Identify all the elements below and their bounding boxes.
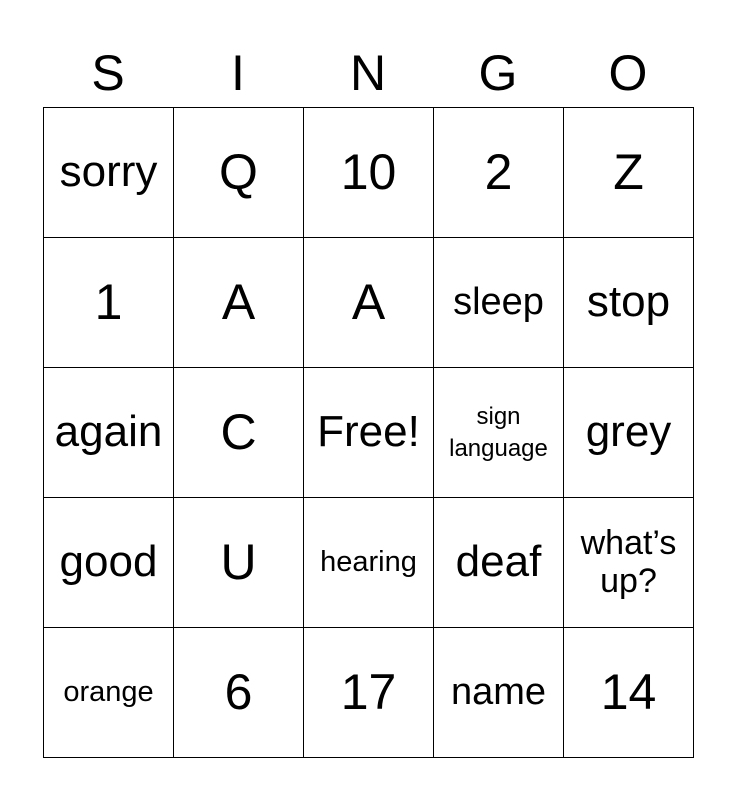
bingo-cell[interactable]: 1 — [44, 238, 174, 368]
bingo-cell[interactable]: 14 — [564, 628, 694, 758]
bingo-cell[interactable]: hearing — [304, 498, 434, 628]
header-letter-g: G — [478, 45, 518, 101]
bingo-cell[interactable]: again — [44, 368, 174, 498]
bingo-card-grid — [43, 107, 694, 758]
bingo-cell[interactable]: grey — [564, 368, 694, 498]
bingo-cell[interactable]: what’s up? — [564, 498, 694, 628]
bingo-cell[interactable]: good — [44, 498, 174, 628]
bingo-cell[interactable]: 6 — [174, 628, 304, 758]
bingo-cell[interactable]: A — [304, 238, 434, 368]
bingo-cell[interactable]: orange — [44, 628, 174, 758]
bingo-cell[interactable]: 17 — [304, 628, 434, 758]
bingo-cell[interactable]: sorry — [44, 108, 174, 238]
bingo-cell[interactable]: Z — [564, 108, 694, 238]
header-letter-s: S — [91, 45, 125, 101]
bingo-cell[interactable]: A — [174, 238, 304, 368]
bingo-cell[interactable]: sleep — [434, 238, 564, 368]
bingo-cell[interactable]: U — [174, 498, 304, 628]
bingo-cell[interactable]: Q — [174, 108, 304, 238]
header-letter-i: I — [231, 45, 245, 101]
bingo-cell[interactable]: 2 — [434, 108, 564, 238]
header-letter-o: O — [608, 45, 648, 101]
bingo-cell[interactable]: name — [434, 628, 564, 758]
bingo-cell[interactable]: 10 — [304, 108, 434, 238]
bingo-cell[interactable]: deaf — [434, 498, 564, 628]
bingo-header — [43, 40, 693, 106]
bingo-cell[interactable]: C — [174, 368, 304, 498]
bingo-cell[interactable]: stop — [564, 238, 694, 368]
bingo-cell[interactable]: sign language — [434, 368, 564, 498]
free-space-cell[interactable]: Free! — [304, 368, 434, 498]
header-letter-n: N — [349, 45, 387, 101]
